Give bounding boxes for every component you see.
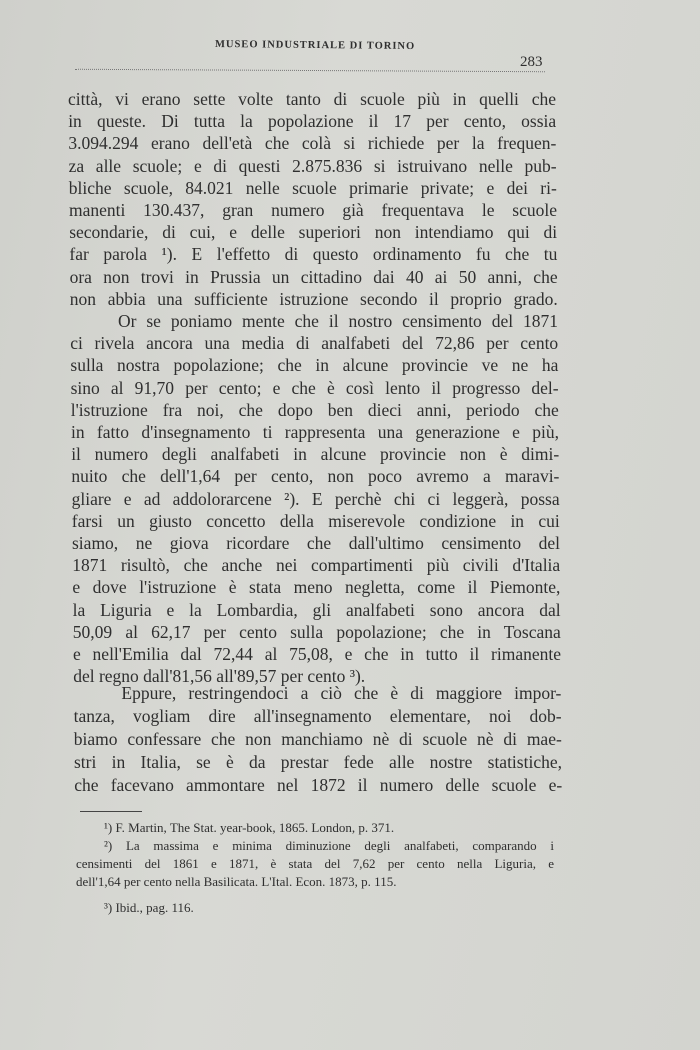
text-line: nuito che dell'1,64 per cento, non poco avremo a maravi- bbox=[71, 466, 560, 487]
text-line: e dove l'istruzione è stata meno negletta, come il Piemonte, bbox=[72, 577, 561, 598]
text-line: far parola ¹). E l'effetto di questo ordinamento fu che tu bbox=[69, 244, 558, 265]
text-line: del regno dall'81,56 all'89,57 per cento ³). bbox=[73, 666, 366, 687]
text-line: Or se poniamo mente che il nostro censimento del 1871 bbox=[118, 311, 558, 331]
text-line: Eppure, restringendoci a ciò che è di maggiore impor- bbox=[121, 683, 562, 703]
text-line: tanza, vogliam dire all'insegnamento elementare, noi dob- bbox=[73, 706, 562, 726]
footnote-line: ²) La massima e minima diminuzione degli analfabeti, comparando i bbox=[104, 838, 554, 853]
text-line: secondarie, di cui, e delle superiori non intendiamo qui di bbox=[69, 222, 558, 243]
text-line: biamo confessare che non manchiamo nè di scuole nè di mae- bbox=[73, 729, 562, 749]
footnote-line: ³) Ibid., pag. 116. bbox=[104, 900, 194, 915]
footnote-rule bbox=[80, 811, 142, 812]
text-line: 3.094.294 erano dell'età che colà si richiede per la frequen- bbox=[68, 133, 557, 154]
text-line: gliare e ad addolorarcene ²). E perchè chi ci leggerà, possa bbox=[71, 488, 560, 509]
text-line: stri in Italia, se è da prestar fede alle nostre statistiche, bbox=[74, 752, 562, 772]
text-line: e nell'Emilia dal 72,44 al 75,08, e che in tutto il rimanente bbox=[73, 644, 561, 664]
text-line: 1871 risultò, che anche nei compartimenti più civili d'Italia bbox=[72, 555, 561, 576]
text-line: za alle scuole; e di questi 2.875.836 si istruivano nelle pub- bbox=[68, 155, 557, 176]
text-line: l'istruzione fra noi, che dopo ben dieci anni, periodo che bbox=[70, 399, 559, 420]
text-line: bliche scuole, 84.021 nelle scuole primarie private; e dei ri- bbox=[68, 177, 557, 198]
text-line: farsi un giusto concetto della miserevole condizione in cui bbox=[71, 510, 560, 531]
text-line: ci rivela ancora una media di analfabeti del 72,86 per cento bbox=[70, 333, 559, 354]
running-title: MUSEO INDUSTRIALE DI TORINO bbox=[214, 38, 416, 53]
footnote-line: ¹) F. Martin, The Stat. year-book, 1865. London, p. 371. bbox=[104, 820, 395, 835]
text-line: in queste. Di tutta la popolazione il 17 per cento, ossia bbox=[68, 111, 557, 132]
text-line: sulla nostra popolazione; che in alcune provincie ve ne ha bbox=[70, 355, 559, 376]
text-line: il numero degli analfabeti in alcune provincie non è dimi- bbox=[71, 444, 560, 465]
text-line: 50,09 al 62,17 per cento sulla popolazione; che in Toscana bbox=[72, 621, 561, 642]
text-line: la Liguria e la Lombardia, gli analfabeti sono ancora dal bbox=[72, 599, 561, 620]
text-line: che facevano ammontare nel 1872 il numero delle scuole e- bbox=[74, 775, 563, 795]
footnote-line: censimenti del 1861 e 1871, è stata del 7,62 per cento nella Liguria, e bbox=[76, 856, 554, 871]
header-rule bbox=[75, 69, 545, 72]
text-line: manenti 130.437, gran numero già frequentava le scuole bbox=[69, 200, 557, 220]
text-line: città, vi erano sette volte tanto di scuole più in quelli che bbox=[68, 89, 556, 109]
text-line: in fatto d'insegnamento ti rappresenta una generazione e più, bbox=[71, 422, 559, 442]
page-number: 283 bbox=[520, 54, 543, 70]
text-line: siamo, ne giova ricordare che dall'ultimo censimento del bbox=[72, 533, 560, 553]
text-line: sino al 91,70 per cento; e che è così lento il progresso del- bbox=[70, 377, 559, 398]
text-line: ora non trovi in Prussia un cittadino dai 40 ai 50 anni, che bbox=[69, 266, 558, 287]
text-line: non abbia una sufficiente istruzione secondo il proprio grado. bbox=[69, 288, 558, 309]
footnote-line: dell'1,64 per cento nella Basilicata. L'Ital. Econ. 1873, p. 115. bbox=[76, 874, 397, 889]
